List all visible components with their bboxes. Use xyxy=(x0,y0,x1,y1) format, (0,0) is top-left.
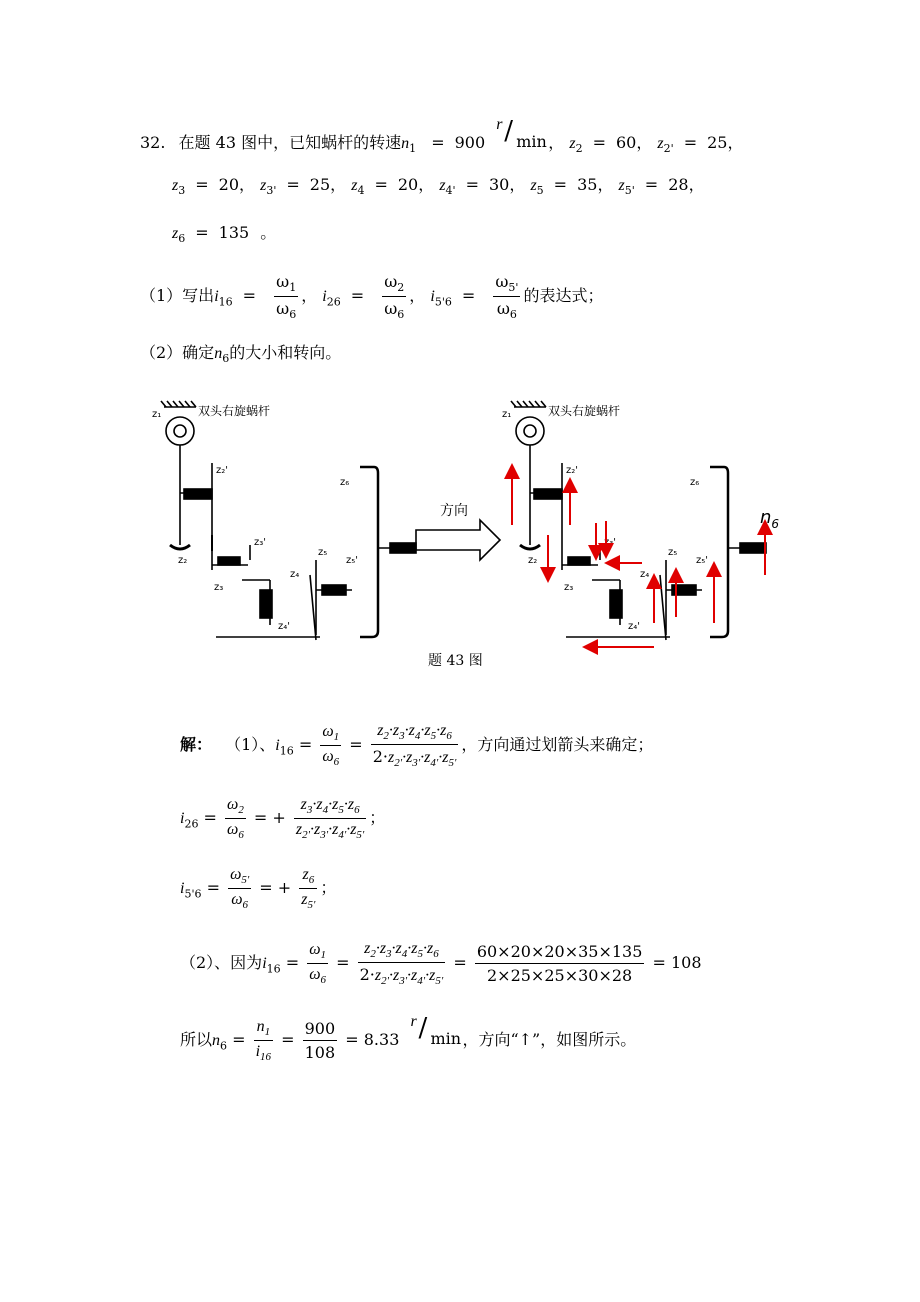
problem-line-2: $z_3 = 20$， $z_{3'} = 25$， $z_4 = 20$， $z_{4'} = 30$， $z_5 = 35$， $z_{5'} = 28$， xyxy=(172,175,705,198)
svg-text:z₄: z₄ xyxy=(640,569,650,580)
svg-text:z₂: z₂ xyxy=(178,555,188,566)
svg-text:z₆: z₆ xyxy=(340,477,350,488)
n6-label: $n_6$ xyxy=(760,507,780,531)
svg-text:z₃': z₃' xyxy=(604,537,617,548)
svg-text:z₄': z₄' xyxy=(278,621,291,632)
svg-text:z₅: z₅ xyxy=(668,547,678,558)
direction-label: 方向 xyxy=(440,503,468,519)
worm-icon xyxy=(166,417,194,445)
problem-line-1: 32. 在题 43 图中，已知蜗杆的转速$n_1 = 900$ r / min ， $z_2 = 60$， $z_{2'} = 25$， xyxy=(140,116,744,156)
question-1: （1）写出$i_{16}$ = $\frac{\omega_1}{\omega_6}$ ， $i_{26}$ = $\frac{\omega_2}{\omega_6}$ ， $i_{5'6}$ = $\frac{\omega_{5'}}{\omega_6}$ 的表达式； xyxy=(140,272,604,322)
svg-text:z₆: z₆ xyxy=(690,477,700,488)
svg-text:z₁: z₁ xyxy=(152,409,162,420)
svg-text:z₅': z₅' xyxy=(696,555,709,566)
gear-train-figure xyxy=(150,385,800,675)
svg-text:z₄': z₄' xyxy=(628,621,641,632)
svg-text:z₅': z₅' xyxy=(346,555,359,566)
svg-text:z₂': z₂' xyxy=(566,465,579,476)
svg-text:z₅: z₅ xyxy=(318,547,328,558)
right-labels xyxy=(502,403,708,632)
solution-1: 解： （1）、$i_{16}$ = $\frac{\omega_1}{\omega_6}$ = $\frac{z_2\cdot z_3\cdot z_4\cdot z_5\cdot z_6}{2\cdot z_{2'}\cdot z_{3'}\cdot z_{4'}\cdot z_{5'}}$ ，方向通过划箭头来确定； xyxy=(180,722,654,770)
svg-text:z₃': z₃' xyxy=(254,537,267,548)
svg-text:z₄: z₄ xyxy=(290,569,300,580)
svg-text:z₃: z₃ xyxy=(214,582,224,593)
svg-text:z₁: z₁ xyxy=(502,409,512,420)
solution-i56: $i_{5'6}$ = $\frac{\omega_{5'}}{\omega_6}$ = + $\frac{z_6}{z_{5'}}$ ； xyxy=(180,866,337,912)
right-diagram xyxy=(511,401,766,640)
direction-arrow xyxy=(416,520,500,560)
solution-i26: $i_{26}$ = $\frac{\omega_2}{\omega_6}$ = + $\frac{z_3\cdot z_4\cdot z_5\cdot z_6}{z_{2'}\cdot z_{3'}\cdot z_{4'}\cdot z_{5'}}$ ； xyxy=(180,796,386,842)
svg-text:z₂: z₂ xyxy=(528,555,538,566)
problem-line-3: $z_6 = 135$ 。 xyxy=(172,223,277,246)
left-labels xyxy=(152,403,358,632)
svg-text:双头右旋蜗杆: 双头右旋蜗杆 xyxy=(548,404,621,418)
svg-text:z₂': z₂' xyxy=(216,465,229,476)
svg-text:z₃: z₃ xyxy=(564,582,574,593)
left-diagram xyxy=(161,401,416,640)
solution-2: （2）、因为$i_{16}$ = $\frac{\omega_1}{\omega_6}$ = $\frac{z_2\cdot z_3\cdot z_4\cdot z_5\cdot z_6}{2\cdot z_{2'}\cdot z_{3'}\cdot z_{4'}\cdot z_{5'}}$ = $\frac{60\times 20\times 20\times 35\times 135}{2\times 25\times 25\times 30\times 28}$ = 108 xyxy=(180,940,702,988)
problem-number: 32. xyxy=(140,133,166,152)
svg-text:双头右旋蜗杆: 双头右旋蜗杆 xyxy=(198,404,271,418)
figure-caption: 题 43 图 xyxy=(428,653,483,669)
question-2: （2）确定$n_6$的大小和转向。 xyxy=(140,343,342,366)
solution-n6: 所以$n_6$ = $\frac{n_1}{i_{16}}$ = $\frac{900}{108}$ = 8.33 r / min ，方向“↑”，如图所示。 xyxy=(180,1013,637,1064)
